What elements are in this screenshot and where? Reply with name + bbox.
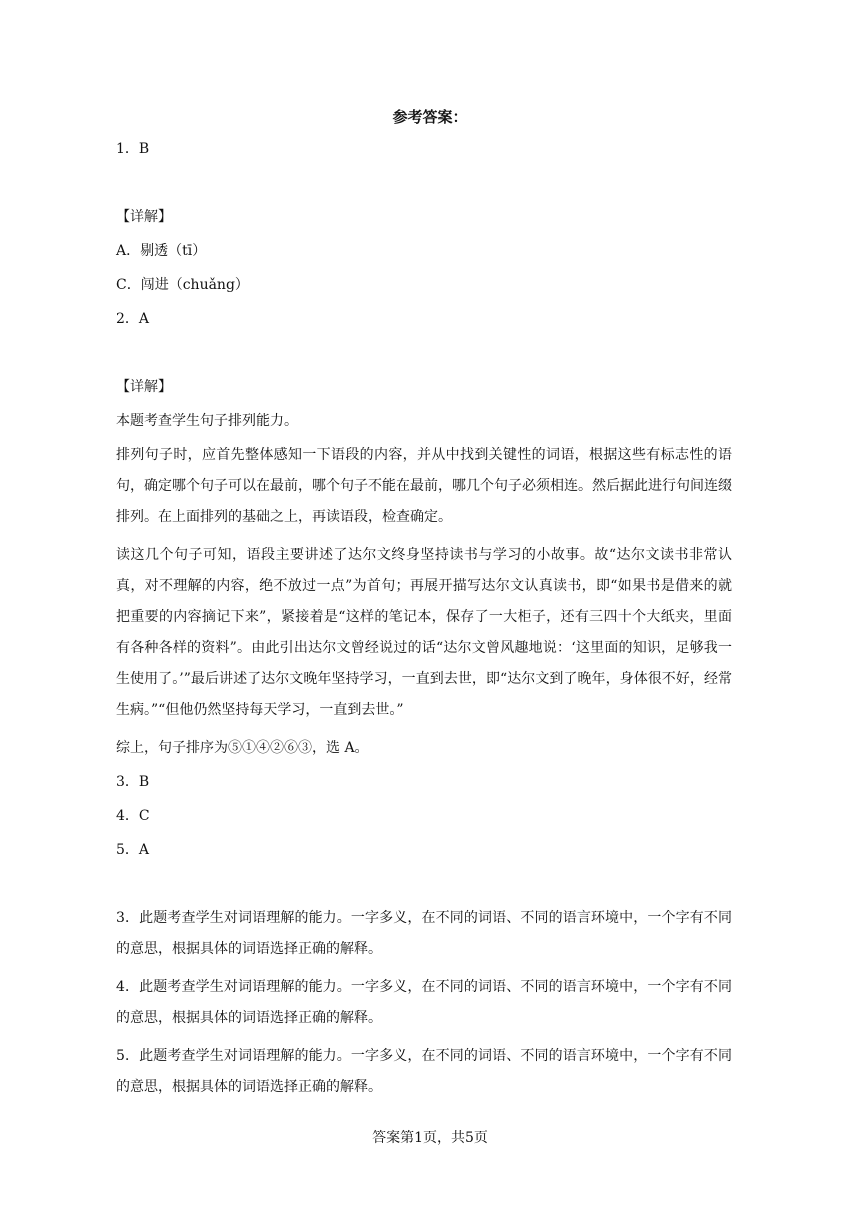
answer-5: 5．A	[116, 842, 150, 858]
answer-2-paragraph-2: 排列句子时，应首先整体感知一下语段的内容，并从中找到关键性的词语，根据这些有标志性的语句，确定哪个句子可以在最前，哪个句子不能在最前，哪几个句子必须相连。然后据此进行句间连缀排列。在上面排列的基础之上，再读语段，检查确定。	[116, 447, 732, 525]
explanation-5: 5．此题考查学生对词语理解的能力。一字多义，在不同的词语、不同的语言环境中，一个字有不同的意思，根据具体的词语选择正确的解释。	[116, 1048, 732, 1095]
answer-1-option-a: A．剔透（tī）	[116, 243, 207, 259]
answer-content	[116, 132, 732, 1108]
page-title: 参考答案：	[392, 108, 468, 126]
explanation-4: 4．此题考查学生对词语理解的能力。一字多义，在不同的词语、不同的语言环境中，一个字有不同的意思，根据具体的词语选择正确的解释。	[116, 979, 732, 1026]
spacer	[116, 166, 732, 200]
spacer	[116, 336, 732, 370]
spacer	[116, 867, 732, 901]
explanation-3: 3．此题考查学生对词语理解的能力。一字多义，在不同的词语、不同的语言环境中，一个字有不同的意思，根据具体的词语选择正确的解释。	[116, 910, 732, 957]
answer-4: 4．C	[116, 808, 150, 824]
answer-2: 2．A	[116, 311, 150, 327]
answer-2-paragraph-3: 读这几个句子可知，语段主要讲述了达尔文终身坚持读书与学习的小故事。故“达尔文读书非常认真，对不理解的内容，绝不放过一点”为首句；再展开描写达尔文认真读书，即“如果书是借来的就把重要的内容摘记下来”，紧接着是“这样的笔记本，保存了一大柜子，还有三四十个大纸夹，里面有各种各样的资料”。由此引出达尔文曾经说过的话“达尔文曾风趣地说：‘这里面的知识，足够我一生使用了。’”最后讲述了达尔文晚年坚持学习，一直到去世，即“达尔文到了晚年，身体很不好，经常生病。”“但他仍然坚持每天学习，一直到去世。”	[116, 547, 732, 718]
detail-heading-2: 【详解】	[116, 379, 172, 395]
answer-2-paragraph-1: 本题考查学生句子排列能力。	[116, 413, 298, 429]
page-footer: 答案第1页，共5页	[372, 1130, 488, 1146]
answer-3: 3．B	[116, 774, 150, 790]
answer-2-paragraph-4: 综上，句子排序为⑤①④②⑥③，选 A。	[116, 740, 369, 756]
answer-1-option-c: C．闯进（chuǎng）	[116, 277, 249, 293]
answer-1: 1．B	[116, 141, 150, 157]
detail-heading-1: 【详解】	[116, 209, 172, 225]
